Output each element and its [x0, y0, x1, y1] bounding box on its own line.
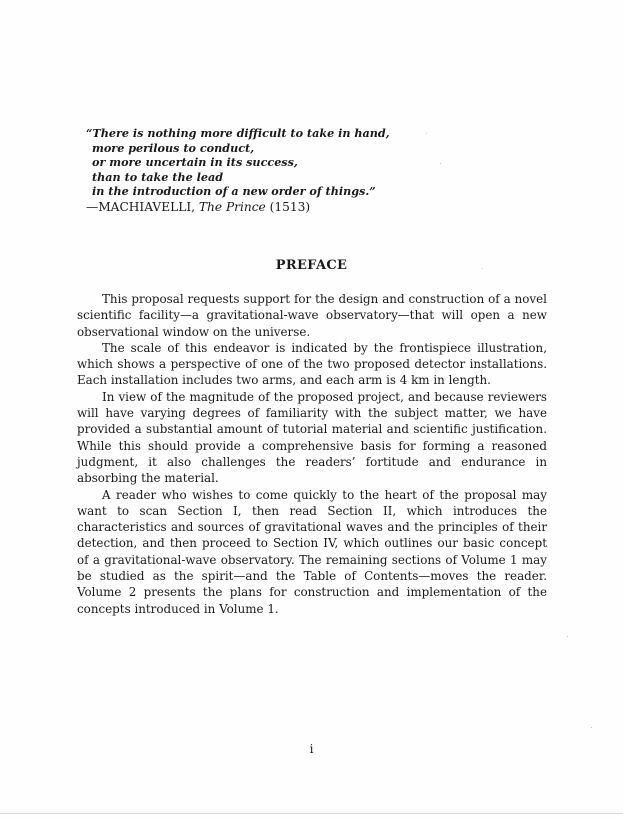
- paragraph: This proposal requests support for the design and construction of a novel scientific facility—a gravitational-wave observatory—that will open a new observational window on the universe.: [77, 292, 547, 339]
- epigraph: [86, 126, 486, 215]
- page-edge-rule: [0, 813, 623, 814]
- page-number: i: [309, 742, 314, 756]
- epigraph-attribution: [86, 200, 486, 215]
- paragraph: A reader who wishes to come quickly to the heart of the proposal may want to scan Section I, then read Section II, which introduces the characteristics and sources of gravitational waves and the principles of their detection, and then proceed to Section IV, which outlines our basic concept of a gravitational-wave observatory. The remaining sections of Volume 1 may be studied as the spirit—and the Table of Contents—moves the reader. Volume 2 presents the plans for construction and implementation of the concepts introduced in Volume 1.: [77, 487, 547, 616]
- page-title: PREFACE: [275, 258, 348, 273]
- scan-speck: [567, 636, 568, 637]
- attribution-author: —MACHIAVELLI,: [86, 199, 196, 214]
- preface-body: [77, 291, 547, 617]
- epigraph-line: more perilous to conduct,: [92, 140, 255, 155]
- epigraph-line: “There is nothing more difficult to take in hand,: [86, 126, 390, 140]
- attribution-year: (1513): [269, 199, 311, 214]
- epigraph-line: in the introduction of a new order of things.”: [92, 184, 376, 199]
- scan-speck: [482, 268, 483, 269]
- scan-speck: [426, 133, 427, 134]
- attribution-work: The Prince: [198, 199, 266, 214]
- epigraph-line: or more uncertain in its success,: [92, 155, 298, 170]
- paragraph: The scale of this endeavor is indicated by the frontispiece illustration, which shows a perspective of one of the two proposed detector installations. Each installation includes two arms, and each arm is 4 km in length.: [77, 340, 547, 388]
- paragraph: In view of the magnitude of the proposed project, and because reviewers will have varying degrees of familiarity with the subject matter, we have provided a substantial amount of tutorial material and scientific justification. While this should provide a comprehensive basis for forming a reasoned judgment, it also challenges the readers’ fortitude and endurance in absorbing the material.: [77, 389, 547, 486]
- epigraph-line: than to take the lead: [92, 169, 224, 184]
- scan-speck: [591, 727, 592, 728]
- scan-speck: [440, 163, 441, 164]
